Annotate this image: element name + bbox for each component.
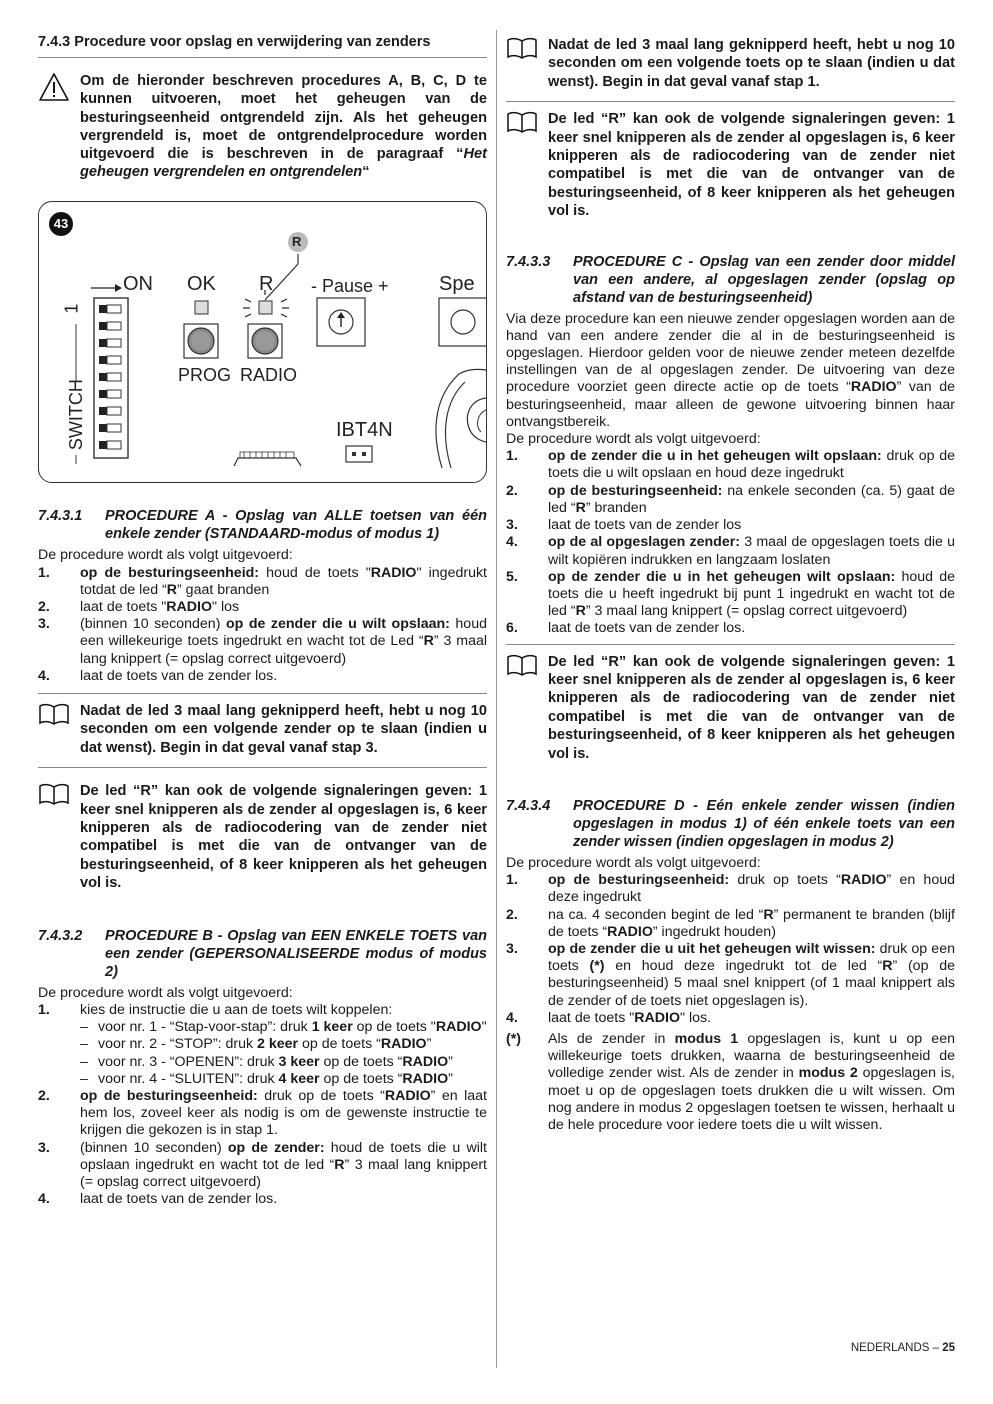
footnote xyxy=(506,1031,955,1134)
list-item: 3. (binnen 10 seconden) op de zender: houd de toets die u wilt opslaan ingedrukt en wacht tot de led “R” 3 maal lang knippert (= opslag correct uitgevoerd) xyxy=(38,1139,487,1190)
list-item: 1. op de besturingseenheid: houd de toets "RADIO" ingedrukt totdat de led “R” gaat branden xyxy=(38,564,487,598)
switch-label: SWITCH xyxy=(65,379,86,451)
list-item: 2. op de besturingseenheid: druk op de toets “RADIO” en laat hem los, zoveel keer als nodig is om de gewenste instructie te krijgen die gekozen is in stap 1. xyxy=(38,1087,487,1139)
list-item: 3. (binnen 10 seconden) op de zender die u wilt opslaan: houd een willekeurige toets ingedrukt en wacht tot de Led “R” 3 maal lang knippert (= opslag correct uitgevoerd) xyxy=(38,616,487,667)
control-board-drawing xyxy=(39,202,486,482)
list-item: 2. op de besturingseenheid: na enkele seconden (ca. 5) gaat de led “R” branden xyxy=(506,482,956,516)
list-item: – voor nr. 1 - “Stap-voor-stap”: druk 1 keer op de toets "RADIO" xyxy=(80,1019,487,1036)
warning-block xyxy=(38,64,487,181)
speed-label: Spe xyxy=(439,273,475,296)
page-footer xyxy=(851,1342,955,1354)
column-divider xyxy=(496,30,497,1368)
r-badge-label: R xyxy=(292,234,302,250)
list-item: 4. op de al opgeslagen zender: 3 maal de opgeslagen toets die u wilt kopiëren indrukken en langzaam loslaten xyxy=(506,534,956,568)
manual-book-icon xyxy=(38,782,80,892)
note-block: De led “R” kan ook de volgende signaleringen geven: 1 keer snel knipperen als de zender al opgeslagen is, 6 keer knipperen als de radiocodering van de zender niet compatibel is met die van de ontvanger van de besturingseenheid, of 8 keer knipperen als het geheugen vol is. xyxy=(506,644,955,773)
r-label: R xyxy=(259,273,274,296)
list-item: 4. laat de toets van de zender los. xyxy=(38,667,278,684)
note-block: Nadat de led 3 maal lang geknipperd heeft, hebt u nog 10 seconden om een volgende zender op te slaan (indien u dat wenst). Begin in dat geval vanaf stap 3. xyxy=(38,693,487,768)
procedure-c-steps xyxy=(506,448,955,637)
radio-label: RADIO xyxy=(240,365,298,386)
procedure-d-steps xyxy=(506,872,955,1027)
list-item: 2. laat de toets "RADIO" los xyxy=(38,599,240,616)
list-item: 3. laat de toets van de zender los xyxy=(506,517,742,534)
list-item: 4. laat de toets van de zender los. xyxy=(38,1191,278,1208)
left-column xyxy=(38,34,487,1208)
warning-triangle-icon xyxy=(38,72,80,181)
procedure-c-intro: De procedure wordt als volgt uitgevoerd: xyxy=(506,431,761,448)
procedure-c-heading: 7.4.3.3 PROCEDURE C - Opslag van een zender door middel van een andere, al opgeslagen zender (opslag op afstand van de besturingseenheid) xyxy=(506,253,955,306)
procedure-b-steps xyxy=(38,1002,487,1208)
list-item: 2. na ca. 4 seconden begint de led “R” permanent te branden (blijf de toets “RADIO” ingedrukt houden) xyxy=(506,906,955,940)
ibt4n-label: IBT4N xyxy=(336,419,393,442)
manual-book-icon xyxy=(506,653,548,763)
procedure-a-steps xyxy=(38,565,487,685)
manual-book-icon xyxy=(506,36,548,91)
procedure-b-intro: De procedure wordt als volgt uitgevoerd: xyxy=(38,984,293,1001)
list-item: (*) Als de zender in modus 1 opgeslagen is, kunt u op een willekeurige toets drukken, waarna de besturingseenheid de volledige zender wist. Als de zender in modus 2 opgeslagen is, moet u op de opgeslagen toets drukken die u wilt wissen. Om nog andere in modus 2 opgeslagen toetsen te wissen, herhaalt u de hele procedure voor iedere toets die u wilt wissen. xyxy=(506,1030,955,1133)
pause-label: - Pause + xyxy=(311,276,389,297)
figure-43 xyxy=(38,201,487,483)
switch-one-label: 1 xyxy=(61,304,82,315)
list-item: 3. op de zender die u uit het geheugen wilt wissen: druk op een toets (*) en houd deze ingedrukt tot de led “R” (op de besturingseenheid) 5 maal snel knippert (of 1 maal knippert als de zender of de toets niet opgeslagen is). xyxy=(506,940,955,1009)
ok-label: OK xyxy=(187,273,216,296)
list-item: 4. laat de toets "RADIO" los. xyxy=(506,1009,712,1026)
prog-label: PROG xyxy=(178,365,232,386)
list-item: – voor nr. 3 - “OPENEN”: druk 3 keer op de toets “RADIO” xyxy=(80,1053,453,1070)
on-label: ON xyxy=(123,273,153,296)
page-number: 25 xyxy=(942,1342,955,1354)
note-block: De led “R” kan ook de volgende signaleringen geven: 1 keer snel knipperen als de zender al opgeslagen is, 6 keer knipperen als de radiocodering van de zender niet compatibel is met die van de ontvanger van de besturingseenheid, of 8 keer knipperen als het geheugen vol is. xyxy=(506,102,955,230)
list-item: 1. op de besturingseenheid: druk op toets “RADIO” en houd deze ingedrukt xyxy=(506,872,955,906)
list-item: 5. op de zender die u in het geheugen wilt opslaan: houd de toets die u heeft ingedrukt bij punt 1 ingedrukt en wacht tot de led “R” 3 maal lang knippert (= opslag correct uitgevoerd) xyxy=(506,568,955,620)
section-title: 7.4.3 Procedure voor opslag en verwijdering van zenders xyxy=(38,34,487,58)
procedure-a-intro: De procedure wordt als volgt uitgevoerd: xyxy=(38,547,293,564)
footer-language: NEDERLANDS – xyxy=(850,1342,943,1354)
warning-text: Om de hieronder beschreven procedures A, B, C, D te kunnen uitvoeren, moet het geheugen van de besturingseenheid ontgrendeld zijn. Als het geheugen vergrendeld is, moet de ontgrendelprocedure worden uitgevoerd die is beschreven in de paragraaf “Het geheugen vergrendelen en ontgrendelen“ xyxy=(80,73,487,181)
procedure-d-heading: 7.4.3.4 PROCEDURE D - Eén enkele zender wissen (indien opgeslagen in modus 1) of één enkele toets van een zender wissen (indien opgeslagen in modus 2) xyxy=(506,797,955,850)
list-item: 1. kies de instructie die u aan de toets wilt koppelen: – voor nr. 1 - “Stap-voor-stap”: druk 1 keer op de toets "RADIO" – voor nr. 2 - “STOP”: druk 2 keer op de toets “RADIO” – voor nr. 3 - “OPENEN”: druk 3 keer op de toets “RADIO” – voor nr. 4 - “SLUITEN”: druk 4 keer op de toets “RADIO” xyxy=(38,1001,487,1087)
note-block: De led “R” kan ook de volgende signaleringen geven: 1 keer snel knipperen als de zender al opgeslagen is, 6 keer knipperen als de radiocodering van de zender niet compatibel is met die van de ontvanger van de besturingseenheid, of 8 keer knipperen als het geheugen vol is. xyxy=(38,782,487,902)
procedure-d-intro: De procedure wordt als volgt uitgevoerd: xyxy=(506,854,761,871)
procedure-a-heading: 7.4.3.1 PROCEDURE A - Opslag van ALLE toetsen van één enkele zender (STANDAARD-modus of modus 1) xyxy=(38,508,487,543)
list-item: 6. laat de toets van de zender los. xyxy=(506,620,746,637)
procedure-c-description: Via deze procedure kan een nieuwe zender opgeslagen worden aan de hand van een andere zender die al in de besturingseenheid is opgeslagen. Hierdoor gelden voor de nieuwe zender meteen dezelfde instellingen van de al opgeslagen zender. De uitvoering van deze procedure voorziet geen directe actie op de toets “RADIO” van de besturingseenheid, maar alleen de gewone uitvoering binnen haar ontvangstbereik. xyxy=(506,310,955,430)
list-item: – voor nr. 2 - “STOP”: druk 2 keer op de toets “RADIO” xyxy=(80,1036,432,1053)
list-item: – voor nr. 4 - “SLUITEN”: druk 4 keer op de toets “RADIO” xyxy=(80,1070,453,1087)
figure-number-badge: 43 xyxy=(49,212,73,236)
manual-book-icon xyxy=(506,110,548,220)
procedure-b-heading: 7.4.3.2 PROCEDURE B - Opslag van EEN ENKELE TOETS van een zender (GEPERSONALISEERDE modus of modus 2) xyxy=(38,927,487,980)
right-column xyxy=(506,34,955,1134)
manual-book-icon xyxy=(38,702,80,757)
note-block: Nadat de led 3 maal lang geknipperd heeft, hebt u nog 10 seconden om een volgende toets op te slaan (indien u dat wenst). Begin in dat geval vanaf stap 1. xyxy=(506,34,955,102)
list-item: 1. op de zender die u in het geheugen wilt opslaan: druk op de toets die u wilt opslaan en houd deze ingedrukt xyxy=(506,448,955,482)
